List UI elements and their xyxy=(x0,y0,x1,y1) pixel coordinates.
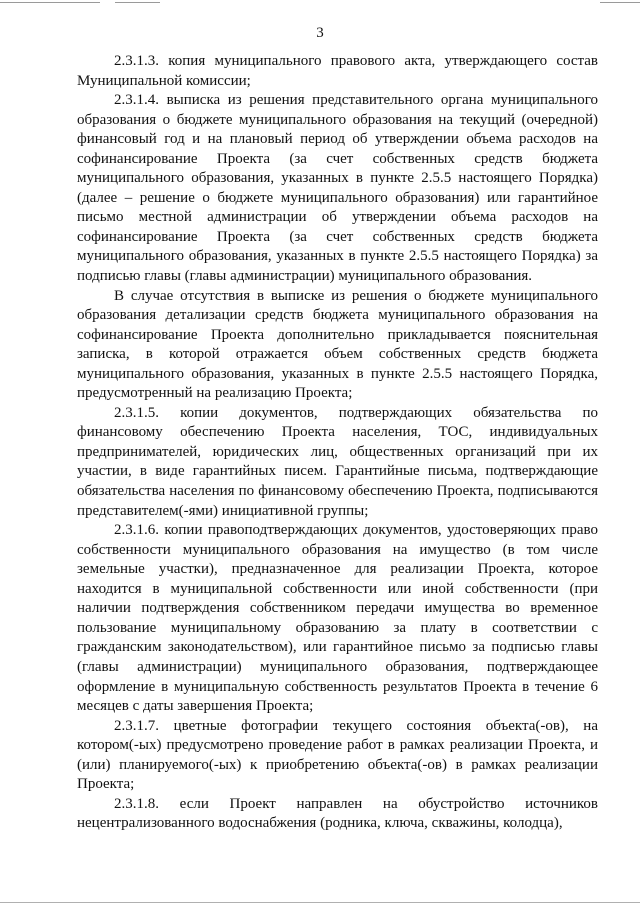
paragraph-2-3-1-7: 2.3.1.7. цветные фотографии текущего состояния объекта(-ов), на котором(-ых) предусмотрено проведение работ в рамках реализации Проекта, и (или) планируемого(-ых) к приобретению объекта(-ов) в рамках реализации Проекта; xyxy=(77,717,598,793)
paragraph-absence-note: В случае отсутствия в выписке из решения о бюджете муниципального образования детализации средств бюджета муниципального образования на софинансирование Проекта дополнительно прикладывается пояснительная записка, в которой отражается объем собственных средств бюджета муниципального образования, указанных в пункте 2.5.5 настоящего Порядка, предусмотренный на реализацию Проекта; xyxy=(77,287,598,402)
paragraph-2-3-1-8: 2.3.1.8. если Проект направлен на обустройство источников нецентрализованного водоснабжения (родника, ключа, скважины, колодца), xyxy=(77,795,598,832)
paragraph-2-3-1-4: 2.3.1.4. выписка из решения представительного органа муниципального образования о бюджете муниципального образования на текущий (очередной) финансовый год и на плановый период об утверждении объема расходов на софинансирование Проекта (за счет собственных средств бюджета муниципального образования, указанных в пункте 2.5.5 настоящего Порядка) (далее – решение о бюджете муниципального образования) или гарантийное письмо местной администрации об утверждении объема расходов на софинансирование Проекта (за счет собственных средств бюджета муниципального образования, указанных в пункте 2.5.5 настоящего Порядка) за подписью главы (главы администрации) муниципального образования. xyxy=(77,92,598,285)
document-body xyxy=(77,52,598,834)
scan-edge-line xyxy=(0,902,640,903)
paragraph-2-3-1-3: 2.3.1.3. копия муниципального правового акта, утверждающего состав Муниципальной комиссии; xyxy=(77,53,598,89)
scan-edge-line xyxy=(115,2,160,3)
scan-edge-line xyxy=(0,2,100,3)
scan-edge-line xyxy=(600,2,640,3)
paragraph-2-3-1-5: 2.3.1.5. копии документов, подтверждающих обязательства по финансовому обеспечению Проекта населения, ТОС, индивидуальных предпринимателей, юридических лиц, общественных организаций при их участии, в виде гарантийных писем. Гарантийные письма, подтверждающие обязательства населения по финансовому обеспечению Проекта, подписываются представителем(-ями) инициативной группы; xyxy=(77,404,598,519)
page-number: 3 xyxy=(316,25,324,41)
paragraph-2-3-1-6: 2.3.1.6. копии правоподтверждающих документов, удостоверяющих право собственности муниципального образования на имущество (в том числе земельные участки), предназначенное для реализации Проекта, которое находится в муниципальной собственности или иной собственности (при наличии подтверждения собственником передачи имущества во временное пользование муниципальному образованию за плату в соответствии с гражданским законодательством), или гарантийное письмо за подписью главы (главы администрации) муниципального образования, подтверждающее оформление в муниципальную собственность результатов Проекта в течение 6 месяцев с даты завершения Проекта; xyxy=(77,522,598,715)
